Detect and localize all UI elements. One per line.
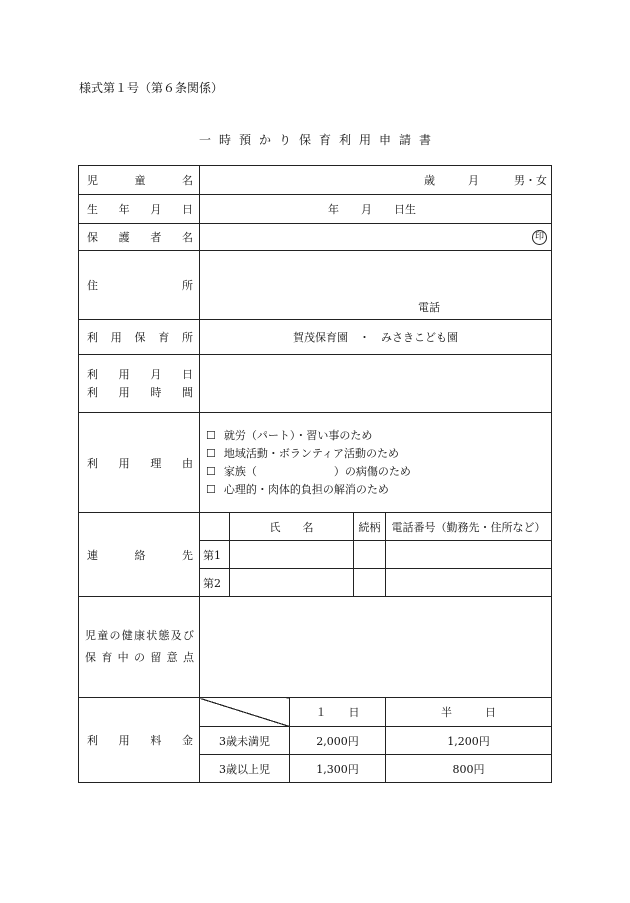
- fee-half-day-value: 1,200円: [386, 727, 552, 755]
- contact-name-field[interactable]: [230, 569, 354, 597]
- fee-full-day-header: １ 日: [290, 698, 386, 727]
- reason-option[interactable]: [206, 445, 547, 463]
- reason-option[interactable]: [206, 463, 547, 481]
- row-birth-date: [79, 195, 552, 224]
- health-field[interactable]: [200, 597, 552, 698]
- contact-header-row: [79, 513, 552, 541]
- reason-option[interactable]: [206, 481, 547, 499]
- row-health: [79, 597, 552, 698]
- facility-options[interactable]: 賀茂保育園 ・ みさきこども園: [200, 320, 552, 355]
- fee-label: 利用料金: [79, 698, 200, 783]
- form-reference: 様式第１号（第６条関係）: [79, 81, 224, 95]
- fee-diagonal-cell: [200, 698, 290, 727]
- row-facility: [79, 320, 552, 355]
- fee-half-day-value: 800円: [386, 755, 552, 783]
- reason-label: 利用理由: [79, 413, 200, 513]
- contact-relation-header: 続柄: [354, 513, 386, 541]
- use-date-labels: [79, 355, 200, 413]
- contact-phone-field[interactable]: [386, 541, 552, 569]
- health-label-line: 保育中の留意点: [85, 651, 194, 664]
- checkbox-icon[interactable]: ☐: [206, 428, 216, 442]
- checkbox-icon[interactable]: ☐: [206, 446, 216, 460]
- fee-category: 3歳未満児: [200, 727, 290, 755]
- sex-options: 男・女: [514, 174, 548, 187]
- use-time-label: 利用時間: [87, 385, 193, 399]
- contact-name-header: 氏 名: [230, 513, 354, 541]
- contact-name-field[interactable]: [230, 541, 354, 569]
- child-name-label: 児童名: [79, 166, 200, 195]
- contact-index-header: [200, 513, 230, 541]
- fee-full-day-value: 2,000円: [290, 727, 386, 755]
- row-guardian: [79, 224, 552, 251]
- contact-phone-field[interactable]: [386, 569, 552, 597]
- document-title: 一時預かり保育利用申請書: [198, 133, 439, 147]
- row-use-date: [79, 355, 552, 413]
- child-name-field[interactable]: [200, 166, 552, 195]
- contact-relation-field[interactable]: [354, 541, 386, 569]
- fee-category: 3歳以上児: [200, 755, 290, 783]
- reason-option[interactable]: [206, 427, 547, 445]
- fee-full-day-value: 1,300円: [290, 755, 386, 783]
- guardian-field[interactable]: [200, 224, 552, 251]
- birth-date-format: 年 月 日生: [328, 203, 416, 216]
- contact-phone-header: 電話番号（勤務先・住所など）: [386, 513, 552, 541]
- reason-option-label: 地域活動・ボランティア活動のため: [223, 446, 399, 460]
- contact-relation-field[interactable]: [354, 569, 386, 597]
- birth-date-field[interactable]: [200, 195, 552, 224]
- age-suffix: 歳 月: [424, 174, 480, 187]
- facility-label: 利用保育所: [79, 320, 200, 355]
- use-date-field[interactable]: [200, 355, 552, 413]
- checkbox-icon[interactable]: ☐: [206, 464, 216, 478]
- guardian-label: 保護者名: [79, 224, 200, 251]
- contact-index: 第1: [200, 541, 230, 569]
- fee-half-day-header: 半 日: [386, 698, 552, 727]
- reason-options: [200, 413, 552, 513]
- address-label: 住所: [79, 251, 200, 320]
- phone-label: 電話: [418, 301, 440, 314]
- contact-label: 連絡先: [79, 513, 200, 597]
- reason-option-label: 心理的・肉体的負担の解消のため: [223, 482, 389, 496]
- birth-date-label: 生年月日: [79, 195, 200, 224]
- application-form-table: [78, 165, 552, 783]
- row-address: [79, 251, 552, 320]
- contact-index: 第2: [200, 569, 230, 597]
- reason-option-label: 家族（ ）の病傷のため: [223, 464, 411, 478]
- seal-mark: 印: [532, 230, 547, 245]
- row-child-name: [79, 166, 552, 195]
- address-field[interactable]: [200, 251, 552, 320]
- health-label-line: 児童の健康状態及び: [85, 629, 194, 642]
- reason-option-label: 就労（パート）・習い事のため: [223, 428, 373, 442]
- use-date-label: 利用月日: [87, 367, 193, 381]
- health-label: [79, 597, 200, 698]
- fee-header-row: [79, 698, 552, 727]
- row-reason: [79, 413, 552, 513]
- checkbox-icon[interactable]: ☐: [206, 482, 216, 496]
